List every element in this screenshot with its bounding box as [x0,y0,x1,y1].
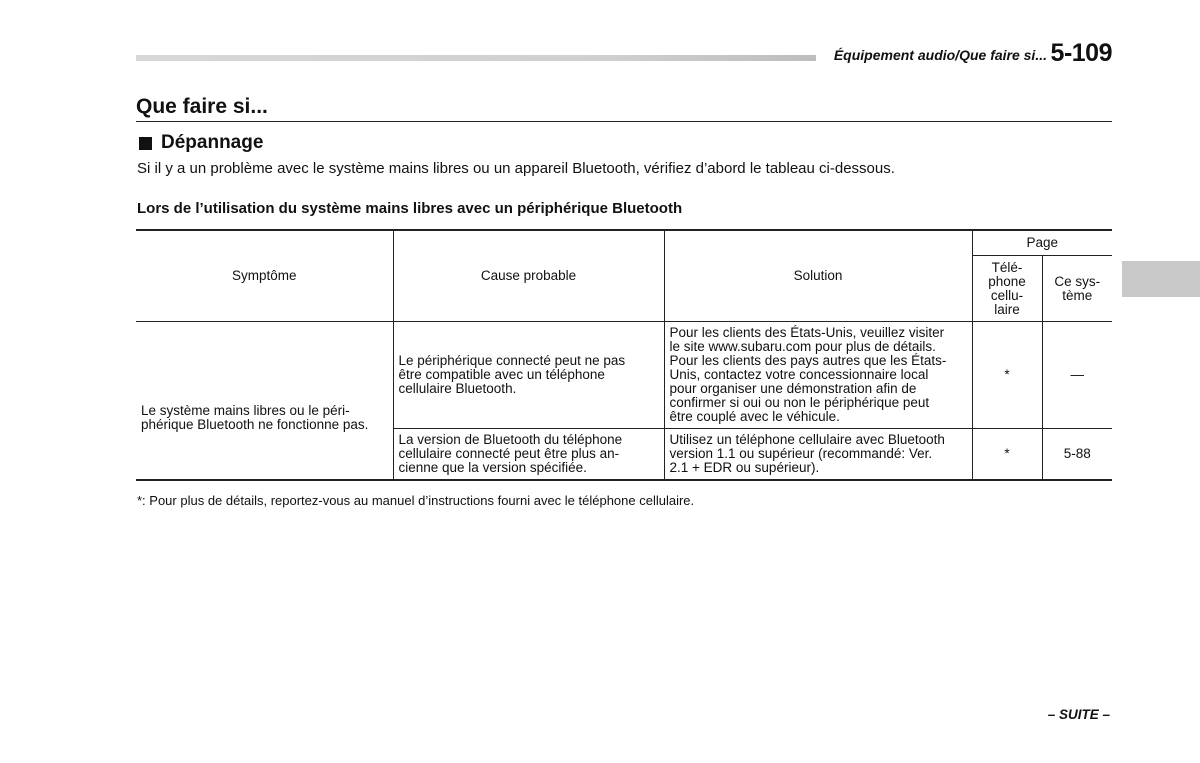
header-section-title: Équipement audio/Que faire si... [833,47,1047,63]
header-page: Page [972,230,1112,256]
section-title: Que faire si... [136,95,268,118]
title-rule [136,121,1112,122]
chapter-side-tab [1122,261,1200,297]
solution-cell: Utilisez un téléphone cellulaire avec Bluetooth version 1.1 ou supérieur (recommandé: Ver. 2.1 + EDR ou supérieur). [664,429,972,481]
subsection-heading [139,132,263,154]
header-symptom: Symptôme [136,230,393,322]
page-number: 5-109 [1050,39,1112,67]
header-bar [136,55,816,61]
cause-cell: La version de Bluetooth du téléphone cellulaire connecté peut être plus an- cienne que la version spécifiée. [393,429,664,481]
table-header-row [136,230,1112,256]
table-caption: Lors de l’utilisation du système mains libres avec un périphérique Bluetooth [137,200,683,217]
header-solution: Solution [664,230,972,322]
intro-paragraph: Si il y a un problème avec le système mains libres ou un appareil Bluetooth, vérifiez d’abord le tableau ci-dessous. [137,160,895,177]
solution-cell: Pour les clients des États-Unis, veuillez visiter le site www.subaru.com pour plus de détails. Pour les clients des pays autres que les États- Unis, contactez votre concessionnaire local pour organiser une démonstration afin de confirmer si oui ou non le périphérique peut être couplé avec le véhicule. [664,322,972,429]
phone-page-cell: * [972,322,1042,429]
header-system: Ce sys- tème [1042,256,1112,322]
symptom-cell: Le système mains libres ou le péri- phérique Bluetooth ne fonctionne pas. [136,322,393,481]
system-page-cell: — [1042,322,1112,429]
cause-cell: Le périphérique connecté peut ne pas être compatible avec un téléphone cellulaire Bluetooth. [393,322,664,429]
table-row [136,322,1112,429]
subsection-title: Dépannage [161,132,264,153]
square-icon [139,137,152,150]
footnote: *: Pour plus de détails, reportez-vous au manuel d’instructions fourni avec le téléphone cellulaire. [137,493,695,508]
header-cause: Cause probable [393,230,664,322]
troubleshooting-table [136,229,1112,481]
system-page-cell: 5-88 [1042,429,1112,481]
continue-label: – SUITE – [1047,707,1110,722]
phone-page-cell: * [972,429,1042,481]
header-phone: Télé- phone cellu- laire [972,256,1042,322]
